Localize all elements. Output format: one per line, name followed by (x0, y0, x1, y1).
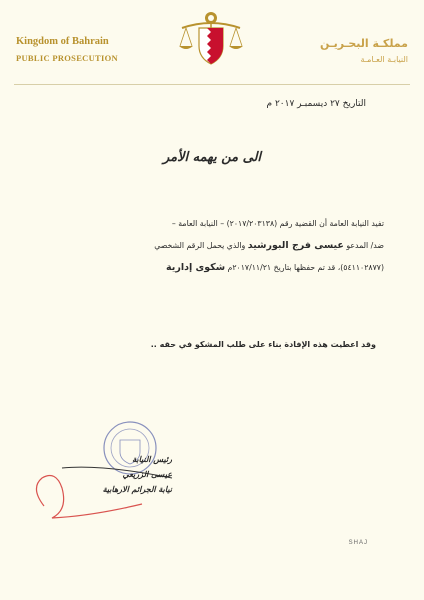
footer-code: SHAJ (348, 540, 368, 546)
signatory-office: نيابة الجرائم الارهابية (102, 485, 172, 494)
header-en-kingdom: Kingdom of Bahrain (16, 36, 109, 47)
document-body (34, 213, 384, 279)
body-line-1: تفيد النيابة العامة أن القضية رقم (٢٠١٧/٢٠٣١٣٨) – النيابة العامة – (171, 219, 384, 228)
signature-block (62, 452, 172, 497)
header-english (16, 36, 118, 63)
header-divider (14, 84, 410, 85)
date-line: التاريخ ٢٧ ديسمبـر ٢٠١٧ م (266, 99, 366, 109)
case-type: شكوى إدارية (166, 262, 226, 273)
body-line-3 (34, 257, 384, 279)
closing-statement: وقد اعطيت هذه الإفادة بناء على طلب المشكو في حقه .. (150, 340, 376, 349)
signatory-name: عيسى الزريعي (122, 470, 172, 479)
signatory-title: رئيس النيابة (132, 455, 172, 464)
body-line-2-suffix: والذي يحمل الرقم الشخصي (154, 241, 246, 250)
accused-name: عيسى فرج البورشيد (247, 240, 344, 251)
body-line-2-prefix: ضد/ المدعو (346, 241, 384, 250)
document-title: الى من يهمه الأمر (162, 150, 262, 165)
header-ar-prosecution: النيابـة العـامـة (360, 55, 408, 64)
bahrain-emblem-icon (176, 6, 246, 68)
body-line-2 (34, 235, 384, 257)
header-en-prosecution: PUBLIC PROSECUTION (16, 53, 118, 63)
header-ar-kingdom: مملكـة البحـريـن (319, 37, 408, 50)
body-line-3-text: (٥٤١١٠٢٨٧٧)، قد تم حفظها بتاريخ ٢٠١٧/١١/٢١م (227, 263, 384, 272)
header-arabic (320, 37, 408, 64)
